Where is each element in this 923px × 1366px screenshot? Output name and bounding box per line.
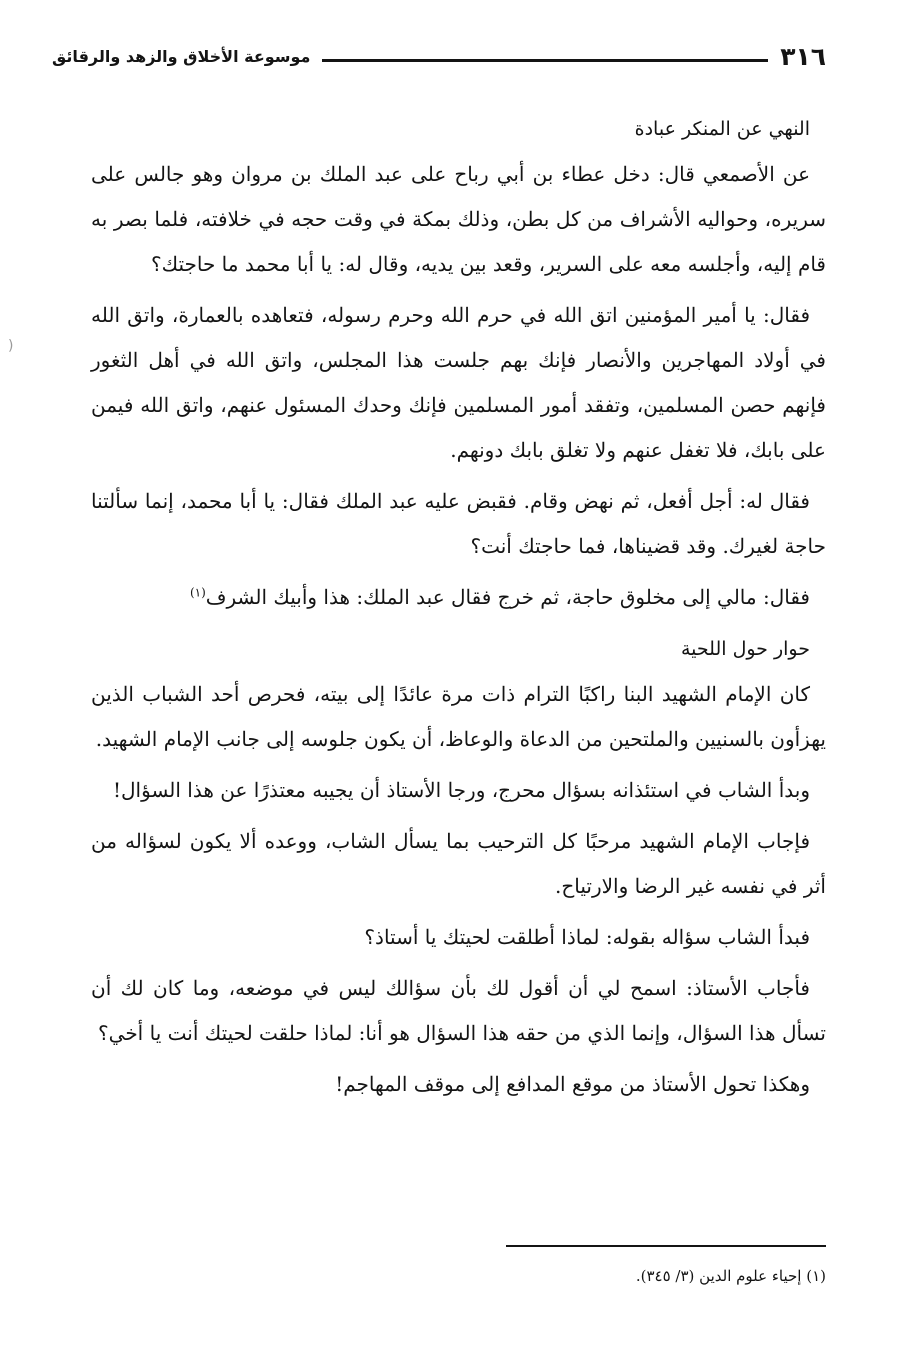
paragraph: عن الأصمعي قال: دخل عطاء بن أبي رباح على عبد الملك بن مروان وهو جالس على سريره، وحواليه الأشراف من كل بطن، وذلك بمكة في وقت حجه في خلافته، فلما بصر به قام إليه، وأجلسه معه على السرير، وقعد بين يديه، وقال له: يا أبا محمد ما حاجتك؟ — [91, 162, 826, 276]
paragraph: كان الإمام الشهيد البنا راكبًا الترام ذات مرة عائدًا إلى بيته، فحرص أحد الشباب الذين يهزأون بالسنيين والملتحين من الدعاة والوعاظ، أن يكون جلوسه إلى جانب الإمام الشهيد. — [91, 682, 826, 751]
page-number: ٣١٦ — [780, 41, 826, 71]
section-heading-forbidding-evil: النهي عن المنكر عبادة — [634, 118, 810, 140]
book-title: موسوعة الأخلاق والزهد والرقائق — [52, 46, 311, 66]
paragraph: فقال: يا أمير المؤمنين اتق الله في حرم الله وحرم رسوله، فتعاهده بالعمارة، واتق الله في أولاد المهاجرين والأنصار فإنك بهم جلست هذا المجلس، واتق الله في أهل الثغور فإنهم حصن المسلمين، وتفقد أمور المسلمين فإنك وحدك المسئول عنهم، واتق الله فيمن على بابك، فلا تغفل عنهم ولا تغلق بابك دونهم. — [91, 303, 826, 462]
paragraph: وبدأ الشاب في استئذانه بسؤال محرج، ورجا الأستاذ أن يجيبه معتذرًا عن هذا السؤال! — [112, 778, 810, 802]
paragraph: فأجاب الأستاذ: اسمح لي أن أقول لك بأن سؤالك ليس في موضعه، وما كان لك أن تسأل هذا السؤال، وإنما الذي من حقه هذا السؤال هو أنا: لماذا حلقت لحيتك أنت يا أخي؟ — [91, 976, 826, 1045]
section-heading-beard-dialogue: حوار حول اللحية — [680, 638, 810, 660]
margin-mark: ( — [8, 338, 14, 354]
paragraph: فإجاب الإمام الشهيد مرحبًا كل الترحيب بما يسأل الشاب، ووعده ألا يكون لسؤاله من أثر في نفسه غير الرضا والارتياح. — [91, 829, 826, 898]
page-body — [91, 106, 826, 1113]
paragraph: فبدأ الشاب سؤاله بقوله: لماذا أطلقت لحيتك يا أستاذ؟ — [364, 925, 810, 949]
footnote-divider — [506, 1245, 826, 1247]
paragraph-text: فقال: مالي إلى مخلوق حاجة، ثم خرج فقال عبد الملك: هذا وأبيك الشرف — [205, 585, 810, 609]
paragraph-with-footnote — [91, 575, 826, 620]
footnote: (١) إحياء علوم الدين (٣/ ٣٤٥). — [635, 1267, 826, 1285]
paragraph: وهكذا تحول الأستاذ من موقع المدافع إلى موقف المهاجم! — [335, 1072, 810, 1096]
header-rule — [322, 59, 768, 62]
paragraph: فقال له: أجل أفعل، ثم نهض وقام. فقبض عليه عبد الملك فقال: يا أبا محمد، إنما سألتنا حاجة لغيرك. وقد قضيناها، فما حاجتك أنت؟ — [91, 489, 826, 558]
footnote-reference[interactable]: (١) — [189, 585, 206, 600]
running-header — [52, 36, 826, 76]
